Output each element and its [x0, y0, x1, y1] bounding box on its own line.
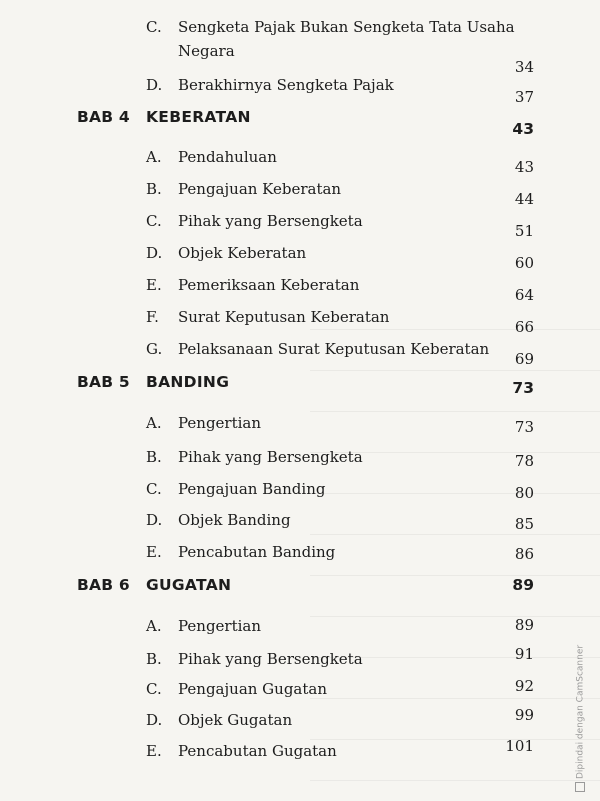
entry-page: 64 — [514, 286, 534, 304]
entry-title: Sengketa Pajak Bukan Sengketa Tata Usaha — [178, 18, 515, 36]
chapter-number: BAB 5 — [77, 373, 130, 391]
scanner-watermark — [575, 645, 586, 792]
entry-title: Objek Keberatan — [178, 244, 307, 262]
entry-page: 73 — [514, 418, 534, 436]
entry-title: Objek Gugatan — [178, 711, 293, 729]
entry-title: Pelaksanaan Surat Keputusan Keberatan — [178, 340, 490, 358]
entry-page: 89 — [514, 616, 534, 634]
entry-title: Pihak yang Bersengketa — [178, 448, 363, 466]
entry-title: Pengertian — [178, 414, 262, 432]
entry-page: 101 — [505, 737, 534, 755]
chapter-page: 73 — [512, 379, 534, 397]
entry-page: 51 — [514, 222, 534, 240]
entry-letter: D. — [146, 711, 163, 729]
camscanner-icon — [575, 782, 585, 792]
entry-title: Pendahuluan — [178, 148, 277, 166]
entry-title: Pencabutan Banding — [178, 543, 336, 561]
entry-title: Berakhirnya Sengketa Pajak — [178, 76, 394, 94]
bleed-through — [310, 295, 600, 801]
entry-page: 86 — [514, 545, 534, 563]
entry-page: 34 — [514, 58, 534, 76]
entry-title: Pihak yang Bersengketa — [178, 212, 363, 230]
entry-letter: G. — [146, 340, 163, 358]
entry-letter: C. — [146, 680, 162, 698]
entry-page: 92 — [514, 677, 534, 695]
entry-page: 91 — [514, 645, 534, 663]
entry-letter: A. — [146, 148, 162, 166]
watermark-text: Dipindai dengan CamScanner — [575, 644, 586, 779]
chapter-title: KEBERATAN — [146, 108, 251, 126]
entry-letter: C. — [146, 18, 162, 36]
entry-title: Pengajuan Banding — [178, 480, 326, 498]
entry-letter: D. — [146, 76, 163, 94]
entry-page: 37 — [514, 88, 534, 106]
entry-title: Pemeriksaan Keberatan — [178, 276, 360, 294]
entry-letter: B. — [146, 650, 162, 668]
entry-letter: E. — [146, 543, 162, 561]
entry-letter: C. — [146, 212, 162, 230]
chapter-title: BANDING — [146, 373, 230, 391]
entry-page: 60 — [514, 254, 534, 272]
entry-letter: E. — [146, 276, 162, 294]
entry-letter: C. — [146, 480, 162, 498]
chapter-page: 43 — [512, 120, 534, 138]
entry-title-continued: Negara — [178, 42, 235, 60]
entry-title: Surat Keputusan Keberatan — [178, 308, 390, 326]
entry-letter: E. — [146, 742, 162, 760]
chapter-title: GUGATAN — [146, 576, 232, 594]
entry-letter: F. — [146, 308, 159, 326]
entry-title: Pihak yang Bersengketa — [178, 650, 363, 668]
entry-page: 78 — [514, 452, 534, 470]
entry-page: 80 — [514, 484, 534, 502]
entry-page: 99 — [514, 706, 534, 724]
entry-page: 66 — [514, 318, 534, 336]
entry-title: Pengajuan Keberatan — [178, 180, 342, 198]
entry-page: 43 — [514, 158, 534, 176]
entry-letter: A. — [146, 414, 162, 432]
entry-page: 69 — [514, 350, 534, 368]
chapter-number: BAB 4 — [77, 108, 130, 126]
entry-letter: D. — [146, 244, 163, 262]
entry-page: 85 — [514, 515, 534, 533]
chapter-page: 89 — [512, 576, 534, 594]
entry-letter: D. — [146, 511, 163, 529]
entry-title: Pengajuan Gugatan — [178, 680, 328, 698]
chapter-number: BAB 6 — [77, 576, 130, 594]
entry-letter: B. — [146, 448, 162, 466]
entry-page: 44 — [514, 190, 534, 208]
entry-title: Pengertian — [178, 617, 262, 635]
entry-letter: A. — [146, 617, 162, 635]
entry-title: Pencabutan Gugatan — [178, 742, 337, 760]
entry-letter: B. — [146, 180, 162, 198]
entry-title: Objek Banding — [178, 511, 291, 529]
